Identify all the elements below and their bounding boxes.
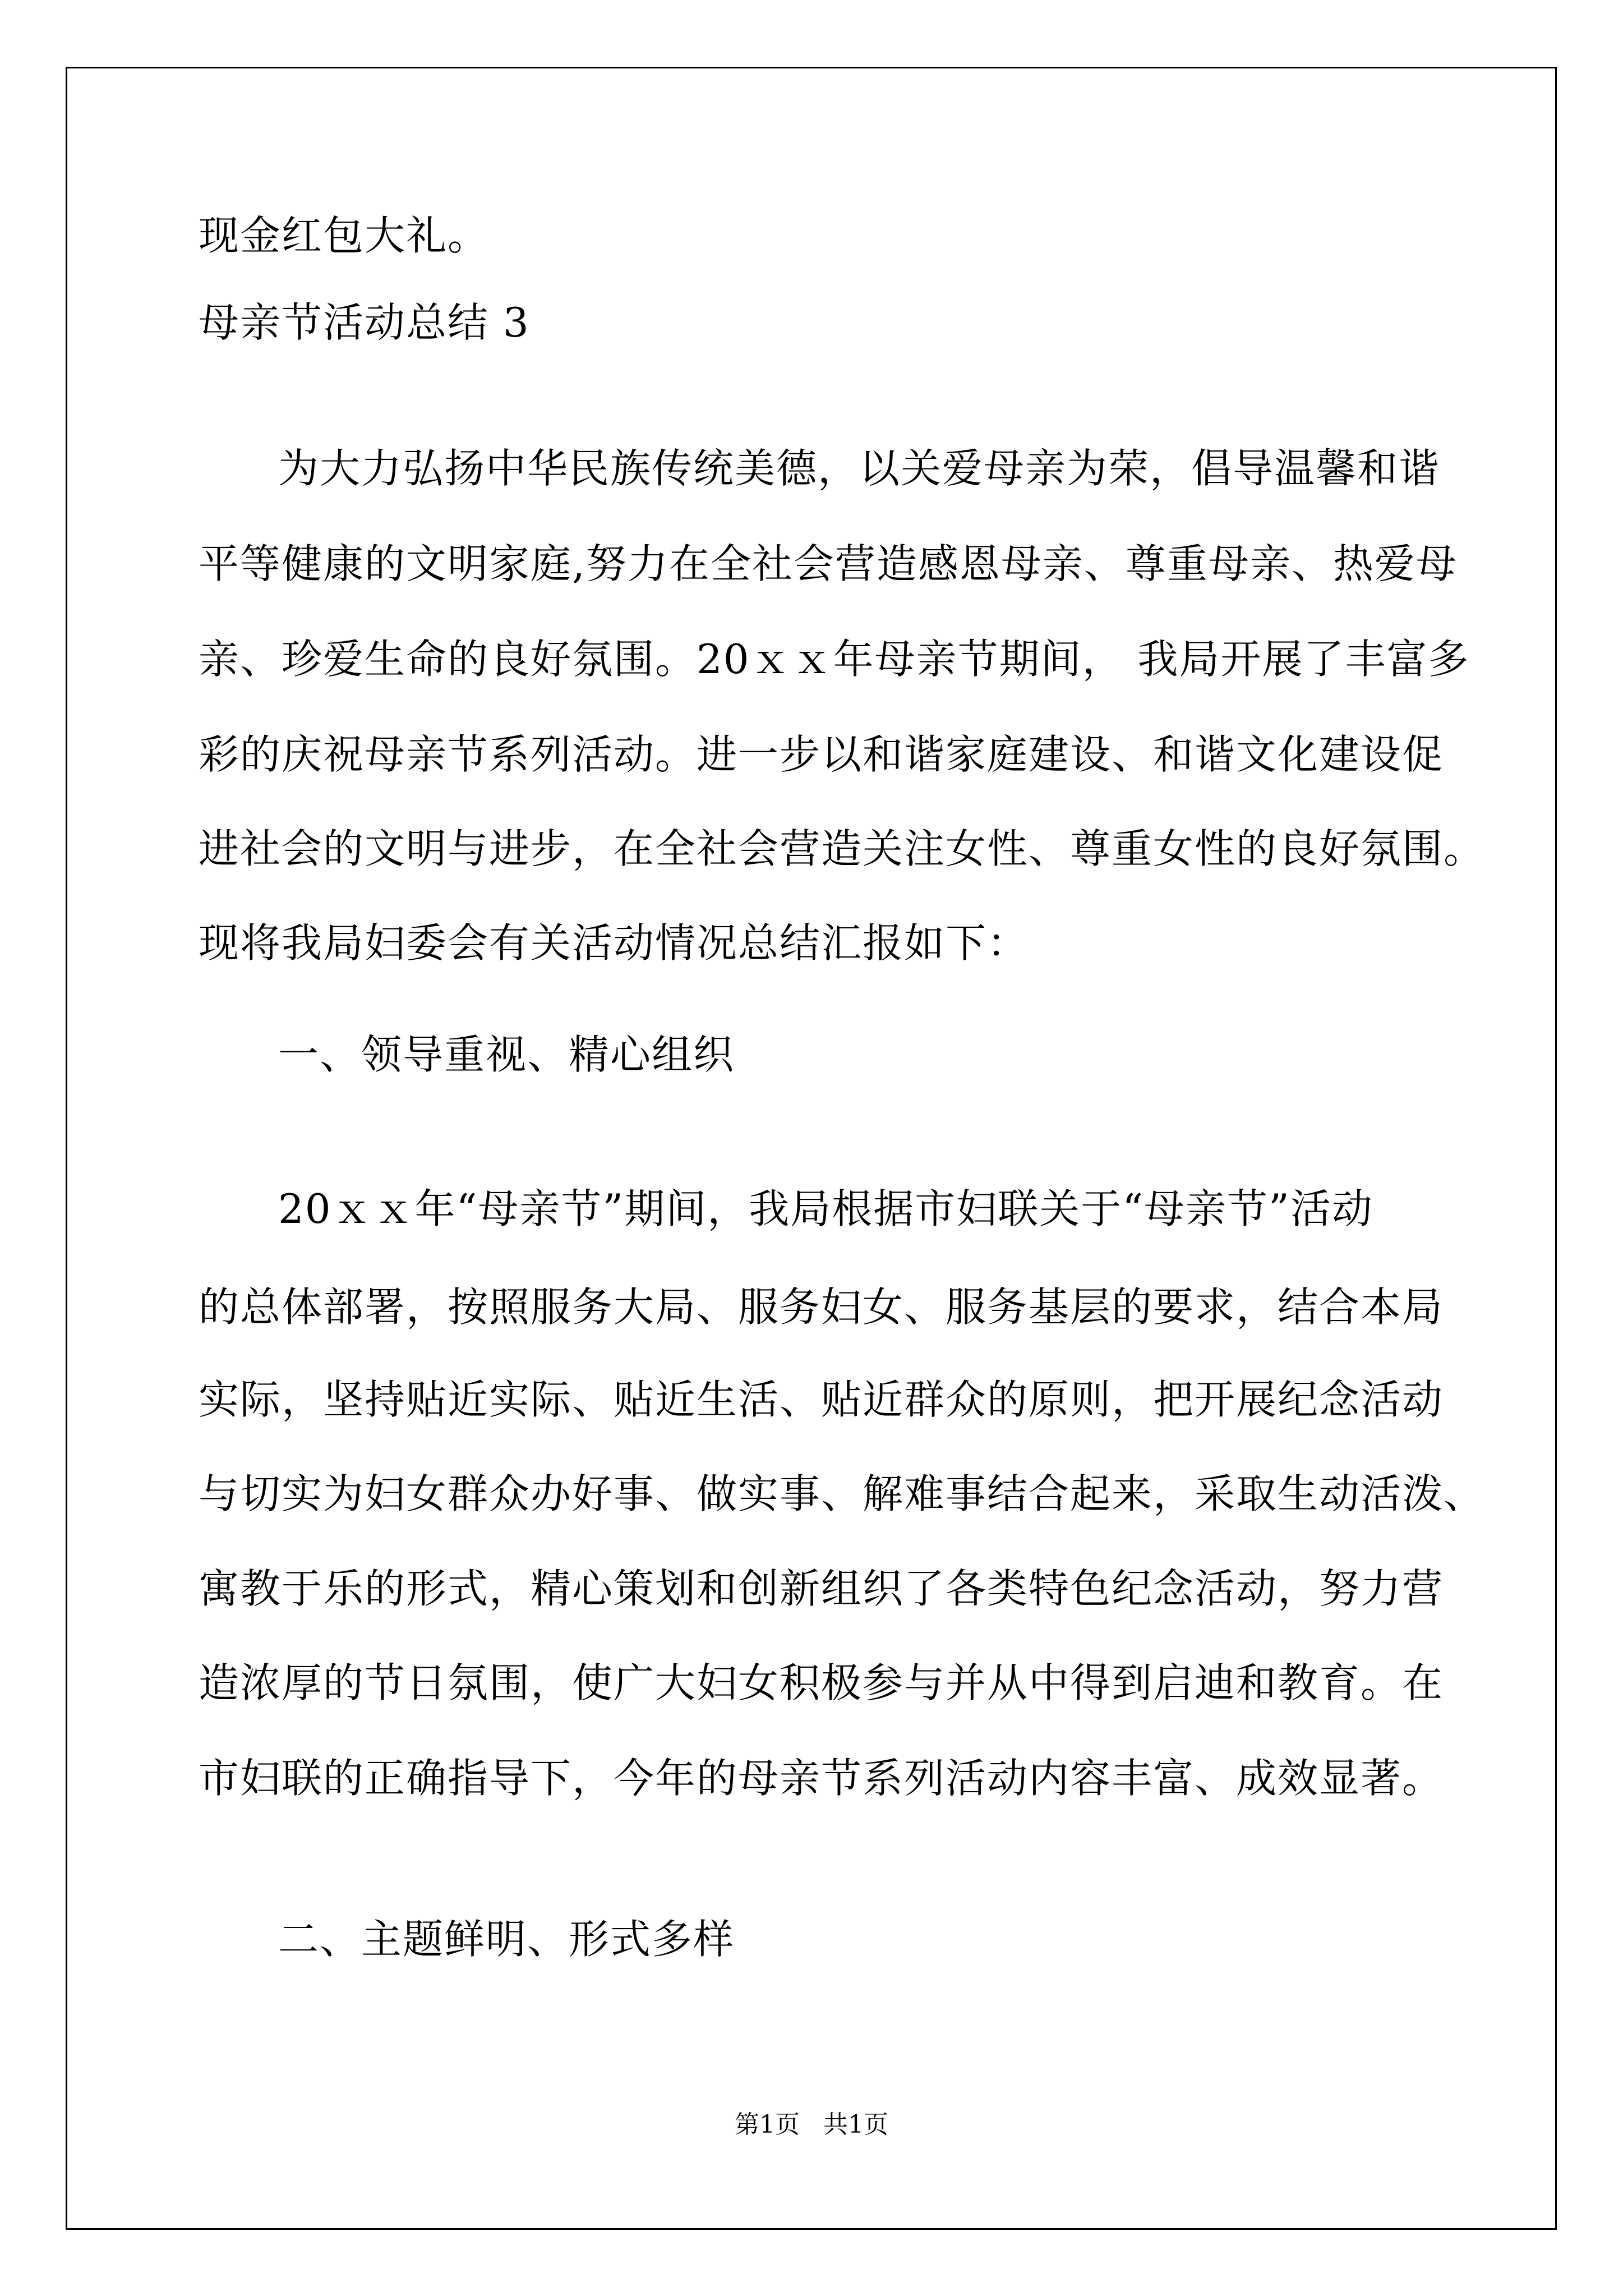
paragraph-line: 亲、珍爱生命的良好氛围。20ｘｘ年母亲节期间， 我局开展了丰富多 [199, 636, 1470, 683]
paragraph-line: 彩的庆祝母亲节系列活动。进一步以和谐家庭建设、和谐文化建设促 [199, 731, 1444, 778]
paragraph-line: 平等健康的文明家庭,努力在全社会营造感恩母亲、尊重母亲、热爱母 [199, 540, 1458, 587]
subheading: 一、领导重视、精心组织 [278, 1031, 735, 1078]
page-border [66, 67, 1557, 2230]
paragraph-line: 造浓厚的节日氛围，使广大妇女积极参与并从中得到启迪和教育。在 [199, 1659, 1444, 1706]
paragraph-line: 寓教于乐的形式，精心策划和创新组织了各类特色纪念活动，努力营 [199, 1565, 1444, 1612]
paragraph-line: 实际，坚持贴近实际、贴近生活、贴近群众的原则，把开展纪念活动 [199, 1376, 1444, 1423]
subheading: 二、主题鲜明、形式多样 [278, 1916, 735, 1963]
section-title: 母亲节活动总结 3 [199, 299, 530, 346]
paragraph-line: 市妇联的正确指导下，今年的母亲节系列活动内容丰富、成效显著。 [199, 1755, 1444, 1802]
page-number: 第1页 共1页 [735, 2110, 888, 2139]
paragraph-line: 进社会的文明与进步，在全社会营造关注女性、尊重女性的良好氛围。 [199, 825, 1486, 872]
text-line: 现金红包大礼。 [199, 212, 490, 259]
paragraph-line: 现将我局妇委会有关活动情况总结汇报如下： [199, 919, 1029, 967]
paragraph-line: 的总体部署，按照服务大局、服务妇女、服务基层的要求，结合本局 [199, 1283, 1444, 1331]
paragraph-line: 20ｘｘ年“母亲节”期间，我局根据市妇联关于“母亲节”活动 [278, 1185, 1373, 1232]
paragraph-line: 与切实为妇女群众办好事、做实事、解难事结合起来，采取生动活泼、 [199, 1470, 1486, 1517]
paragraph-line: 为大力弘扬中华民族传统美德，以关爱母亲为荣，倡导温馨和谐 [278, 445, 1441, 492]
